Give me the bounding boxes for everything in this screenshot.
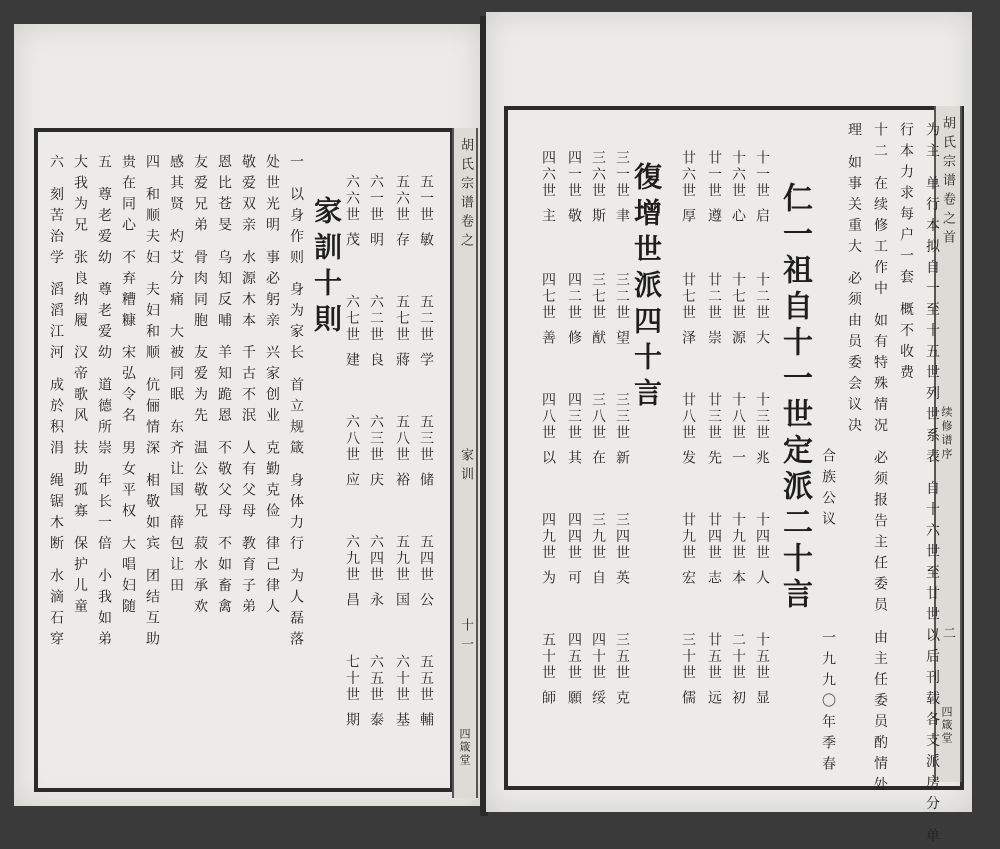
generation-label: 廿四世 — [706, 512, 722, 562]
generation-char: 先 — [706, 450, 722, 467]
left-page-spine — [452, 128, 478, 798]
generation-char: 宏 — [680, 570, 696, 587]
generation-label: 六六世 — [344, 174, 360, 224]
generation-char: 应 — [344, 472, 360, 489]
generation-char: 師 — [540, 690, 556, 707]
generation-label: 十六世 — [730, 150, 746, 200]
right-page — [486, 12, 972, 849]
generation-label: 六二世 — [368, 294, 384, 344]
intro-column: 为主 单行本拟自一至十五世列世系表 自十六世至廿世以后刊载各支派房分 单 — [924, 122, 940, 849]
generation-label: 十三世 — [754, 392, 770, 442]
generation-char: 茂 — [344, 232, 360, 249]
generation-label: 四八世 — [540, 392, 556, 442]
generation-label: 三二世 — [614, 272, 630, 322]
generation-char: 公 — [418, 592, 434, 609]
left-spine-section: 家训 — [458, 448, 473, 486]
generation-label: 廿三世 — [706, 392, 722, 442]
generation-char: 远 — [706, 690, 722, 707]
generation-label: 五十世 — [540, 632, 556, 682]
generation-label: 廿六世 — [680, 150, 696, 200]
generation-char: 崇 — [706, 330, 722, 347]
generation-label: 五四世 — [418, 534, 434, 584]
generation-char: 庆 — [368, 472, 384, 489]
right-page-number: 二 — [940, 626, 955, 645]
generation-char: 永 — [368, 592, 384, 609]
generation-char: 猷 — [590, 330, 606, 347]
generation-char: 厚 — [680, 208, 696, 225]
generation-char: 敏 — [418, 232, 434, 249]
generation-char: 源 — [730, 330, 746, 347]
generation-char: 聿 — [614, 208, 630, 225]
generation-char: 昌 — [344, 592, 360, 609]
signature-text: 合族公议 — [820, 448, 836, 532]
generation-char: 願 — [566, 690, 582, 707]
intro-column: 十二 在续修工作中 如有特殊情况 必须报告主任委员 由主任委员酌情处 — [872, 122, 888, 798]
family-rule-column: 一 以身作则 身为家长 首立规箴 身体力行 为人磊落 — [288, 154, 304, 653]
generation-label: 五二世 — [418, 294, 434, 344]
generation-label: 五一世 — [418, 174, 434, 224]
generation-char: 本 — [730, 570, 746, 587]
generation-char: 心 — [730, 208, 746, 225]
generation-label: 三一世 — [614, 150, 630, 200]
generation-label: 四十世 — [590, 632, 606, 682]
generation-char: 为 — [540, 570, 556, 587]
generation-char: 建 — [344, 352, 360, 369]
generation-label: 五八世 — [394, 414, 410, 464]
left-hall-name: 四箴堂 — [458, 728, 471, 767]
generation-label: 廿七世 — [680, 272, 696, 322]
family-rule-column: 大我为兄 张良纳履 汉帝歌风 扶助孤寡 保护儿童 — [72, 154, 88, 620]
generation-label: 十八世 — [730, 392, 746, 442]
generation-label: 五五世 — [418, 654, 434, 704]
generation-label: 五六世 — [394, 174, 410, 224]
generation-char: 其 — [566, 450, 582, 467]
generation-char: 存 — [394, 232, 410, 249]
right-page-subtitle: 復增世派四十言 — [630, 162, 663, 414]
generation-label: 三三世 — [614, 392, 630, 442]
generation-label: 十四世 — [754, 512, 770, 562]
generation-char: 儒 — [680, 690, 696, 707]
generation-char: 英 — [614, 570, 630, 587]
generation-char: 大 — [754, 330, 770, 347]
generation-label: 六七世 — [344, 294, 360, 344]
generation-label: 六一世 — [368, 174, 384, 224]
generation-char: 良 — [368, 352, 384, 369]
generation-char: 人 — [754, 570, 770, 587]
right-hall-name: 四箴堂 — [940, 706, 953, 745]
family-rule-column: 敬爱双亲 水源木本 千古不泯 人有父母 教育子弟 — [240, 154, 256, 620]
generation-char: 修 — [566, 330, 582, 347]
generation-char: 主 — [540, 208, 556, 225]
generation-label: 五三世 — [418, 414, 434, 464]
generation-char: 绥 — [590, 690, 606, 707]
generation-char: 国 — [394, 592, 410, 609]
generation-label: 三五世 — [614, 632, 630, 682]
generation-label: 十二世 — [754, 272, 770, 322]
generation-char: 可 — [566, 570, 582, 587]
generation-char: 裕 — [394, 472, 410, 489]
generation-char: 志 — [706, 570, 722, 587]
generation-label: 六五世 — [368, 654, 384, 704]
generation-char: 克 — [614, 690, 630, 707]
left-page-title: 家訓十則 — [310, 196, 343, 340]
generation-label: 四六世 — [540, 150, 556, 200]
generation-label: 四四世 — [566, 512, 582, 562]
generation-label: 七十世 — [344, 654, 360, 704]
date-text: 一九九〇年季春 — [820, 630, 836, 777]
generation-label: 廿二世 — [706, 272, 722, 322]
right-spine-section: 续修谱序 — [940, 406, 953, 462]
generation-label: 三八世 — [590, 392, 606, 442]
left-page-number: 十一 — [458, 618, 473, 656]
generation-char: 显 — [754, 690, 770, 707]
family-rule-column: 五 尊老爱幼 尊老爱幼 道德所崇 年长一倍 小我如弟 — [96, 154, 112, 653]
generation-label: 六四世 — [368, 534, 384, 584]
generation-label: 三四世 — [614, 512, 630, 562]
left-page — [14, 24, 480, 806]
generation-label: 十九世 — [730, 512, 746, 562]
generation-char: 以 — [540, 450, 556, 467]
generation-char: 储 — [418, 472, 434, 489]
generation-char: 泽 — [680, 330, 696, 347]
intro-column: 行本力求每户一套 概不收费 — [898, 122, 914, 386]
generation-label: 六八世 — [344, 414, 360, 464]
generation-label: 廿九世 — [680, 512, 696, 562]
generation-label: 六十世 — [394, 654, 410, 704]
generation-char: 在 — [590, 450, 606, 467]
generation-char: 泰 — [368, 712, 384, 729]
generation-char: 新 — [614, 450, 630, 467]
generation-char: 兆 — [754, 450, 770, 467]
right-page-title: 仁一祖自十一世定派二十言 — [777, 182, 812, 614]
family-rule-column: 贵在同心 不弃糟糠 宋弘令名 男女平权 大唱妇随 — [120, 154, 136, 620]
generation-char: 斯 — [590, 208, 606, 225]
generation-char: 学 — [418, 352, 434, 369]
generation-label: 廿一世 — [706, 150, 722, 200]
generation-char: 期 — [344, 712, 360, 729]
generation-label: 四七世 — [540, 272, 556, 322]
generation-char: 一 — [730, 450, 746, 467]
right-spine-title: 胡氏宗谱卷之首 — [940, 116, 955, 249]
generation-label: 廿八世 — [680, 392, 696, 442]
generation-label: 六三世 — [368, 414, 384, 464]
generation-label: 四二世 — [566, 272, 582, 322]
generation-label: 四九世 — [540, 512, 556, 562]
generation-char: 自 — [590, 570, 606, 587]
generation-label: 五七世 — [394, 294, 410, 344]
generation-label: 三十世 — [680, 632, 696, 682]
family-rule-column: 处世光明 事必躬亲 兴家创业 克勤克俭 律己律人 — [264, 154, 280, 620]
generation-label: 三七世 — [590, 272, 606, 322]
generation-label: 三九世 — [590, 512, 606, 562]
generation-label: 四五世 — [566, 632, 582, 682]
generation-char: 善 — [540, 330, 556, 347]
family-rule-column: 感其贤 灼艾分痛 大被同眠 东齐让国 薛包让田 — [168, 154, 184, 599]
generation-char: 蔣 — [394, 352, 410, 369]
generation-char: 望 — [614, 330, 630, 347]
family-rule-column: 六 刻苦治学 滔滔江河 成於积涓 绳锯木断 水滴石穿 — [48, 154, 64, 653]
generation-char: 启 — [754, 208, 770, 225]
generation-label: 五九世 — [394, 534, 410, 584]
intro-column: 理 如事关重大 必须由员委会议决 — [846, 122, 862, 439]
generation-char: 初 — [730, 690, 746, 707]
generation-label: 廿五世 — [706, 632, 722, 682]
generation-label: 十五世 — [754, 632, 770, 682]
generation-label: 十一世 — [754, 150, 770, 200]
generation-label: 三六世 — [590, 150, 606, 200]
generation-char: 基 — [394, 712, 410, 729]
left-spine-title: 胡氏宗谱卷之 — [458, 138, 473, 252]
generation-label: 二十世 — [730, 632, 746, 682]
generation-char: 輔 — [418, 712, 434, 729]
family-rule-column: 恩比苍旻 乌知反哺 羊知跪恩 不敬父母 不如畜禽 — [216, 154, 232, 620]
generation-label: 十七世 — [730, 272, 746, 322]
generation-char: 发 — [680, 450, 696, 467]
generation-char: 敬 — [566, 208, 582, 225]
generation-char: 遵 — [706, 208, 722, 225]
generation-char: 明 — [368, 232, 384, 249]
generation-label: 六九世 — [344, 534, 360, 584]
family-rule-column: 四 和顺夫妇 夫妇和顺 伉俪情深 相敬如宾 团结互助 — [144, 154, 160, 653]
family-rule-column: 友爱兄弟 骨肉同胞 友爱为先 温公敬兄 菽水承欢 — [192, 154, 208, 620]
generation-label: 四一世 — [566, 150, 582, 200]
generation-label: 四三世 — [566, 392, 582, 442]
